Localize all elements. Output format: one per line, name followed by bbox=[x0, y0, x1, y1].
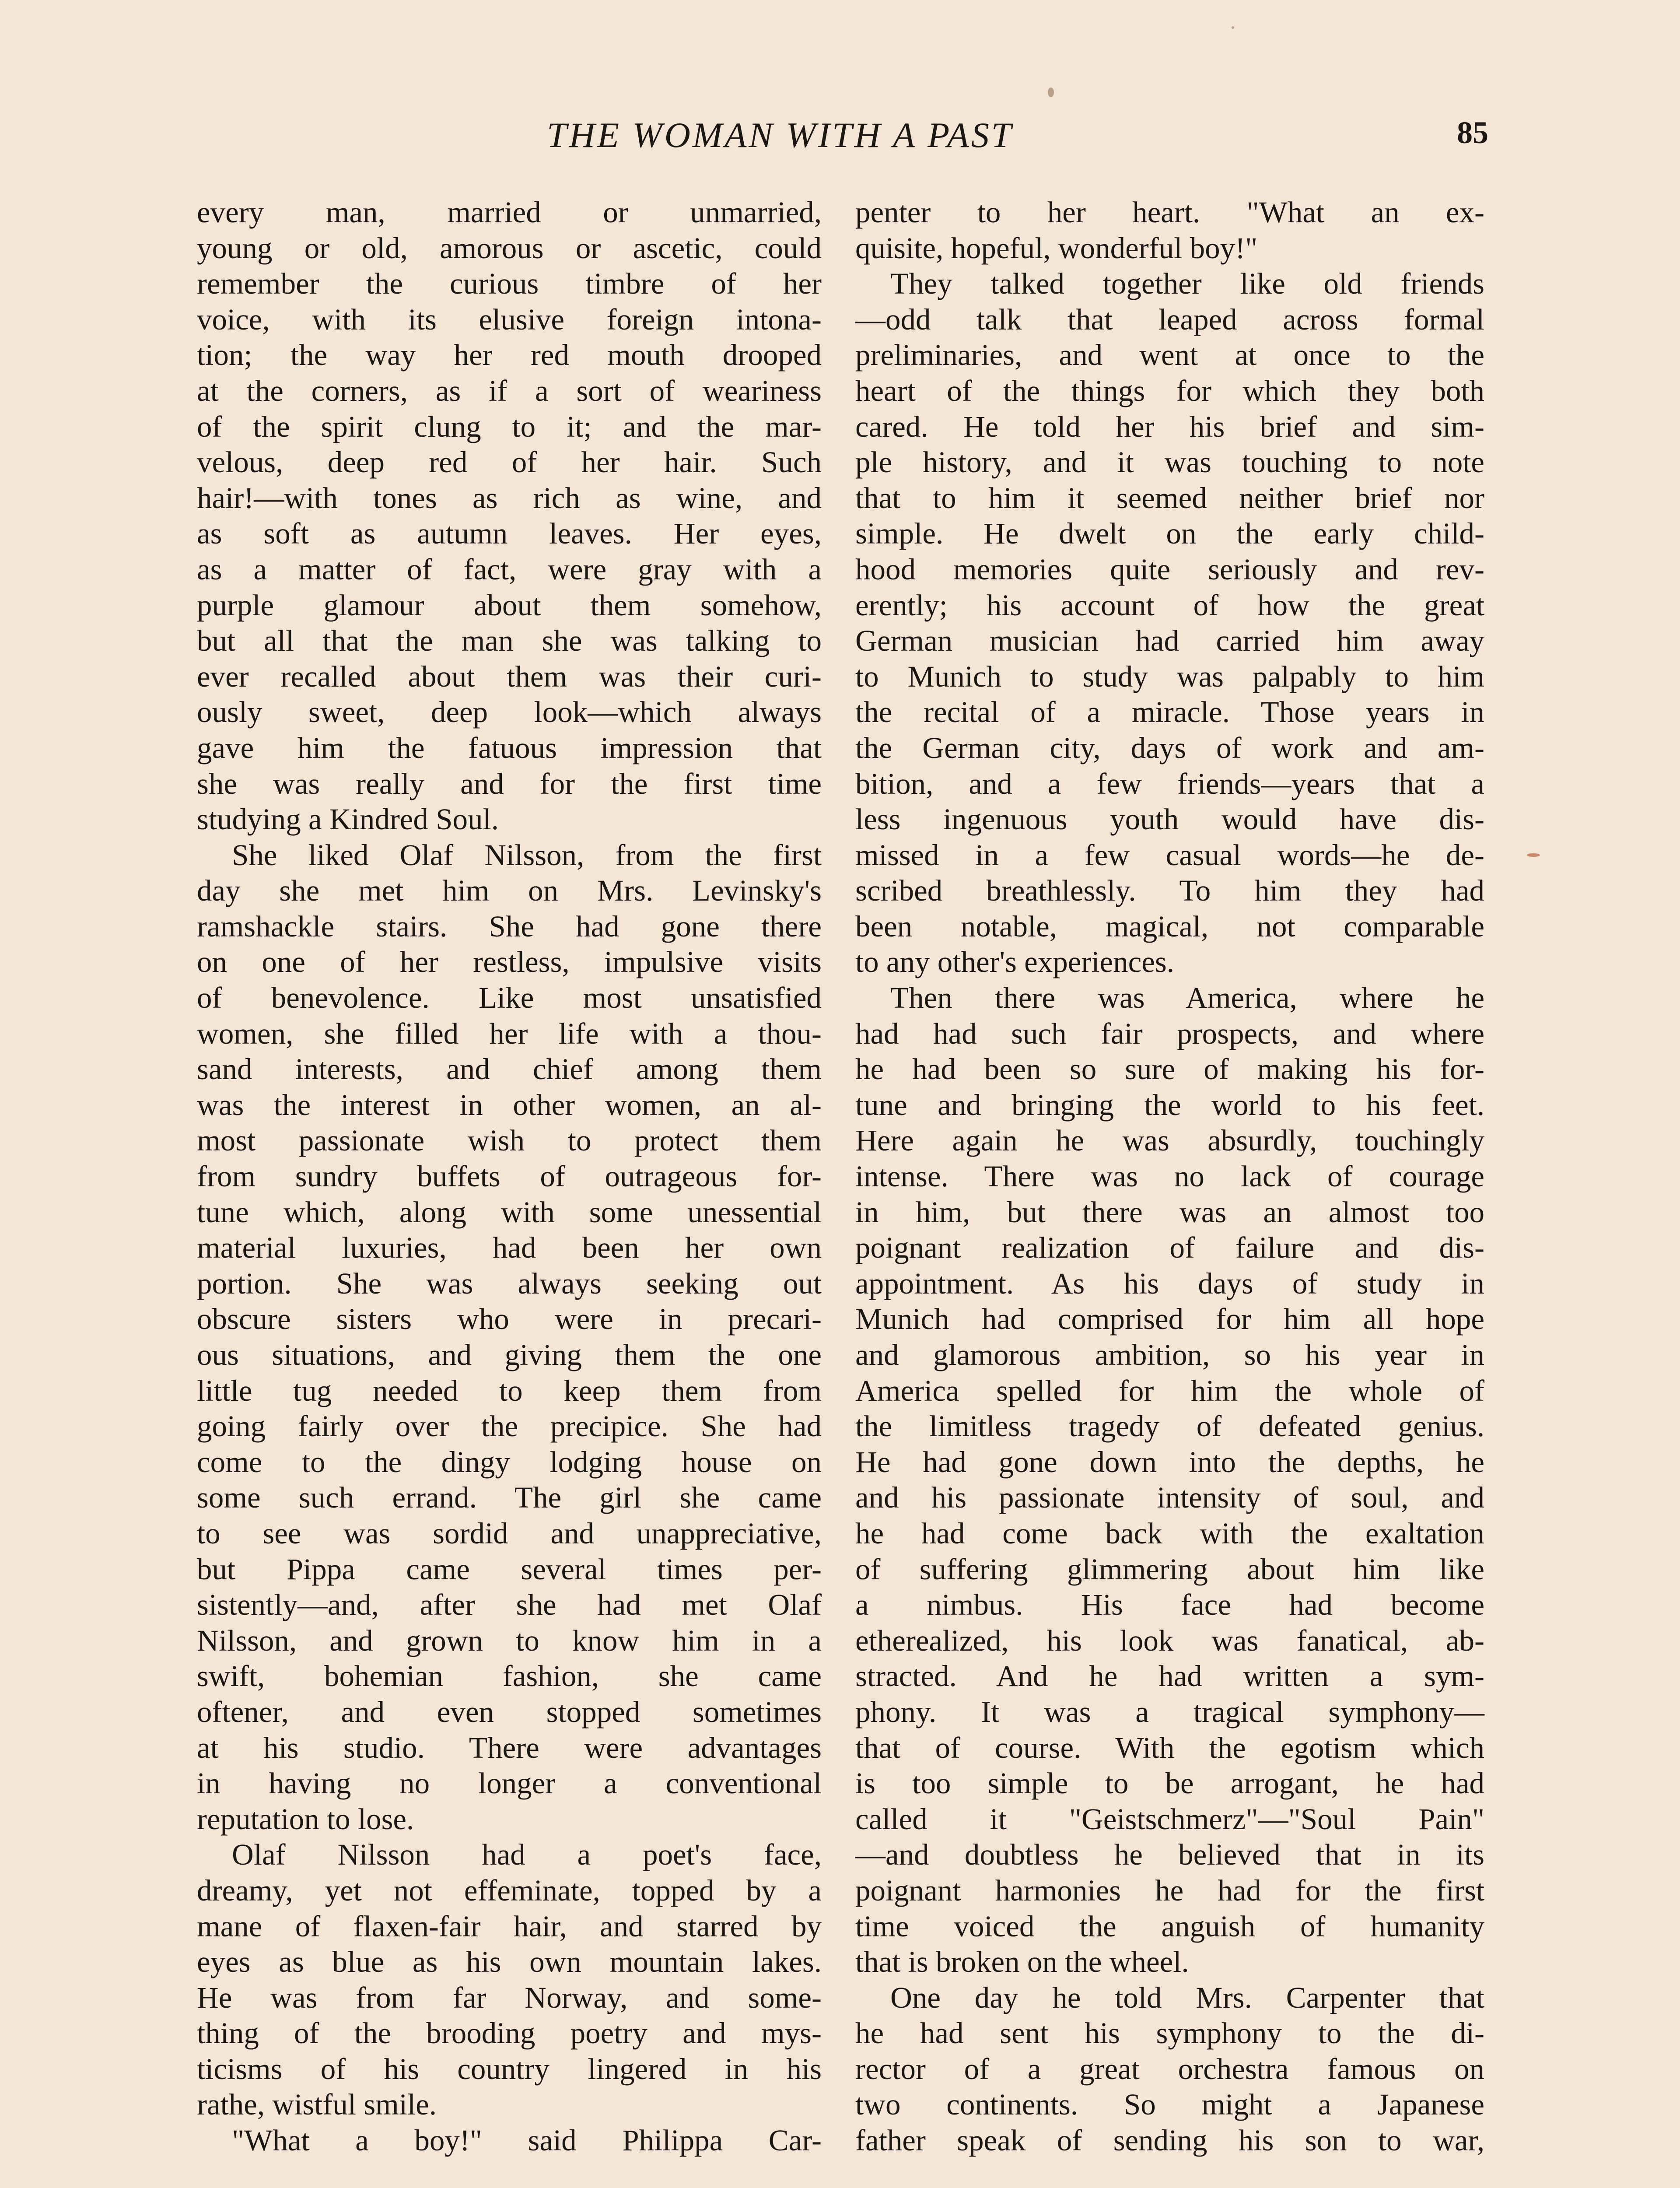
text-line: phony. It was a tragical symphony— bbox=[855, 1695, 1484, 1729]
text-line: he had come back with the exaltation bbox=[855, 1516, 1484, 1550]
text-line: tion; the way her red mouth drooped bbox=[197, 338, 822, 372]
text-line: ramshackle stairs. She had gone there bbox=[197, 909, 822, 943]
text-line: of suffering glimmering about him like bbox=[855, 1552, 1484, 1586]
text-line: that of course. With the egotism which bbox=[855, 1731, 1484, 1764]
text-line: as soft as autumn leaves. Her eyes, bbox=[197, 517, 822, 551]
text-line: she was really and for the first time bbox=[197, 767, 822, 800]
text-line: and his passionate intensity of soul, and bbox=[855, 1481, 1484, 1515]
text-line: been notable, magical, not comparable bbox=[855, 909, 1484, 943]
text-line: ous situations, and giving them the one bbox=[197, 1338, 822, 1371]
text-line: as a matter of fact, were gray with a bbox=[197, 552, 822, 586]
text-line: tune which, along with some unessential bbox=[197, 1195, 822, 1229]
text-line: —and doubtless he believed that in its bbox=[855, 1838, 1484, 1872]
page-number: 85 bbox=[1457, 115, 1488, 150]
text-line: preliminaries, and went at once to the bbox=[855, 338, 1484, 372]
text-line: Munich had comprised for him all hope bbox=[855, 1302, 1484, 1336]
text-line: "What a boy!" said Philippa Car- bbox=[232, 2124, 822, 2157]
text-line: time voiced the anguish of humanity bbox=[855, 1909, 1484, 1943]
text-line: sistently—and, after she had met Olaf bbox=[197, 1588, 822, 1622]
left-text-column bbox=[197, 195, 822, 2159]
text-line: less ingenuous youth would have dis- bbox=[855, 803, 1484, 836]
text-line: on one of her restless, impulsive visits bbox=[197, 945, 822, 979]
text-line: purple glamour about them somehow, bbox=[197, 588, 822, 622]
text-line: He was from far Norway, and some- bbox=[197, 1981, 822, 2014]
text-line: sand interests, and chief among them bbox=[197, 1052, 822, 1086]
text-line: tune and bringing the world to his feet. bbox=[855, 1088, 1484, 1122]
text-line: voice, with its elusive foreign intona- bbox=[197, 302, 822, 336]
text-line: but Pippa came several times per- bbox=[197, 1552, 822, 1586]
text-line: day she met him on Mrs. Levinsky's bbox=[197, 874, 822, 908]
text-line: Nilsson, and grown to know him in a bbox=[197, 1623, 822, 1657]
text-line: material luxuries, had been her own bbox=[197, 1231, 822, 1265]
text-line: rector of a great orchestra famous on bbox=[855, 2052, 1484, 2086]
text-line: the limitless tragedy of defeated genius. bbox=[855, 1410, 1484, 1443]
text-line: at his studio. There were advantages bbox=[197, 1731, 822, 1764]
text-line: oftener, and even stopped sometimes bbox=[197, 1695, 822, 1729]
text-line: missed in a few casual words—he de- bbox=[855, 838, 1484, 872]
text-line: gave him the fatuous impression that bbox=[197, 731, 822, 764]
text-line: is too simple to be arrogant, he had bbox=[855, 1767, 1484, 1800]
text-line: etherealized, his look was fanatical, ab- bbox=[855, 1623, 1484, 1657]
text-line: most passionate wish to protect them bbox=[197, 1124, 822, 1157]
text-line: America spelled for him the whole of bbox=[855, 1374, 1484, 1407]
text-line: quisite, hopeful, wonderful boy!" bbox=[855, 231, 1258, 265]
text-line: He had gone down into the depths, he bbox=[855, 1445, 1484, 1479]
text-line: scribed breathlessly. To him they had bbox=[855, 874, 1484, 908]
text-line: little tug needed to keep them from bbox=[197, 1374, 822, 1407]
paper-speck bbox=[1527, 853, 1540, 857]
text-line: hair!—with tones as rich as wine, and bbox=[197, 481, 822, 515]
running-head: THE WOMAN WITH A PAST bbox=[547, 115, 1014, 155]
text-line: the recital of a miracle. Those years in bbox=[855, 695, 1484, 729]
text-line: poignant harmonies he had for the first bbox=[855, 1873, 1484, 1907]
text-line: swift, bohemian fashion, she came bbox=[197, 1659, 822, 1693]
text-line: rathe, wistful smile. bbox=[197, 2088, 437, 2121]
text-line: Here again he was absurdly, touchingly bbox=[855, 1124, 1484, 1157]
text-line: from sundry buffets of outrageous for- bbox=[197, 1160, 822, 1193]
text-line: hood memories quite seriously and rev- bbox=[855, 552, 1484, 586]
text-line: of benevolence. Like most unsatisfied bbox=[197, 981, 822, 1015]
text-line: women, she filled her life with a thou- bbox=[197, 1017, 822, 1050]
text-line: Then there was America, where he bbox=[890, 981, 1484, 1015]
text-line: going fairly over the precipice. She had bbox=[197, 1410, 822, 1443]
paper-speck bbox=[1232, 26, 1234, 29]
text-line: intense. There was no lack of courage bbox=[855, 1160, 1484, 1193]
text-line: ously sweet, deep look—which always bbox=[197, 695, 822, 729]
text-line: ever recalled about them was their curi- bbox=[197, 659, 822, 693]
text-line: called it "Geistschmerz"—"Soul Pain" bbox=[855, 1802, 1484, 1836]
text-line: cared. He told her his brief and sim- bbox=[855, 410, 1484, 443]
text-line: thing of the brooding poetry and mys- bbox=[197, 2016, 822, 2050]
text-line: but all that the man she was talking to bbox=[197, 624, 822, 658]
text-line: to any other's experiences. bbox=[855, 945, 1174, 979]
text-line: They talked together like old friends bbox=[890, 267, 1484, 301]
text-line: remember the curious timbre of her bbox=[197, 267, 822, 301]
text-line: —odd talk that leaped across formal bbox=[855, 302, 1484, 336]
text-line: he had been so sure of making his for- bbox=[855, 1052, 1484, 1086]
text-line: young or old, amorous or ascetic, could bbox=[197, 231, 822, 265]
text-line: ple history, and it was touching to note bbox=[855, 445, 1484, 479]
text-line: had had such fair prospects, and where bbox=[855, 1017, 1484, 1050]
text-line: One day he told Mrs. Carpenter that bbox=[890, 1981, 1484, 2014]
text-line: obscure sisters who were in precari- bbox=[197, 1302, 822, 1336]
text-line: two continents. So might a Japanese bbox=[855, 2088, 1484, 2121]
text-line: German musician had carried him away bbox=[855, 624, 1484, 658]
text-line: to Munich to study was palpably to him bbox=[855, 659, 1484, 693]
text-line: mane of flaxen-fair hair, and starred by bbox=[197, 1909, 822, 1943]
text-line: stracted. And he had written a sym- bbox=[855, 1659, 1484, 1693]
text-line: velous, deep red of her hair. Such bbox=[197, 445, 822, 479]
paper-speck bbox=[1048, 88, 1054, 97]
text-line: in having no longer a conventional bbox=[197, 1767, 822, 1800]
text-line: the German city, days of work and am- bbox=[855, 731, 1484, 764]
text-line: reputation to lose. bbox=[197, 1802, 414, 1836]
text-line: portion. She was always seeking out bbox=[197, 1266, 822, 1300]
text-line: Olaf Nilsson had a poet's face, bbox=[232, 1838, 822, 1872]
text-line: and glamorous ambition, so his year in bbox=[855, 1338, 1484, 1371]
text-line: of the spirit clung to it; and the mar- bbox=[197, 410, 822, 443]
text-line: appointment. As his days of study in bbox=[855, 1266, 1484, 1300]
text-line: was the interest in other women, an al- bbox=[197, 1088, 822, 1122]
page-header bbox=[0, 115, 1680, 163]
text-line: poignant realization of failure and dis- bbox=[855, 1231, 1484, 1265]
text-line: every man, married or unmarried, bbox=[197, 196, 822, 229]
text-line: some such errand. The girl she came bbox=[197, 1481, 822, 1515]
text-line: simple. He dwelt on the early child- bbox=[855, 517, 1484, 551]
text-line: dreamy, yet not effeminate, topped by a bbox=[197, 1873, 822, 1907]
text-line: to see was sordid and unappreciative, bbox=[197, 1516, 822, 1550]
text-line: heart of the things for which they both bbox=[855, 374, 1484, 407]
text-line: that is broken on the wheel. bbox=[855, 1945, 1189, 1979]
text-line: come to the dingy lodging house on bbox=[197, 1445, 822, 1479]
text-line: bition, and a few friends—years that a bbox=[855, 767, 1484, 800]
text-line: erently; his account of how the great bbox=[855, 588, 1484, 622]
text-line: at the corners, as if a sort of weariness bbox=[197, 374, 822, 407]
text-line: in him, but there was an almost too bbox=[855, 1195, 1484, 1229]
text-line: studying a Kindred Soul. bbox=[197, 803, 499, 836]
text-line: he had sent his symphony to the di- bbox=[855, 2016, 1484, 2050]
right-text-column bbox=[855, 195, 1484, 2159]
text-line: She liked Olaf Nilsson, from the first bbox=[232, 838, 822, 872]
text-line: eyes as blue as his own mountain lakes. bbox=[197, 1945, 822, 1979]
text-line: that to him it seemed neither brief nor bbox=[855, 481, 1484, 515]
text-line: penter to her heart. "What an ex- bbox=[855, 196, 1484, 229]
text-line: father speak of sending his son to war, bbox=[855, 2124, 1484, 2157]
text-line: ticisms of his country lingered in his bbox=[197, 2052, 822, 2086]
text-line: a nimbus. His face had become bbox=[855, 1588, 1484, 1622]
